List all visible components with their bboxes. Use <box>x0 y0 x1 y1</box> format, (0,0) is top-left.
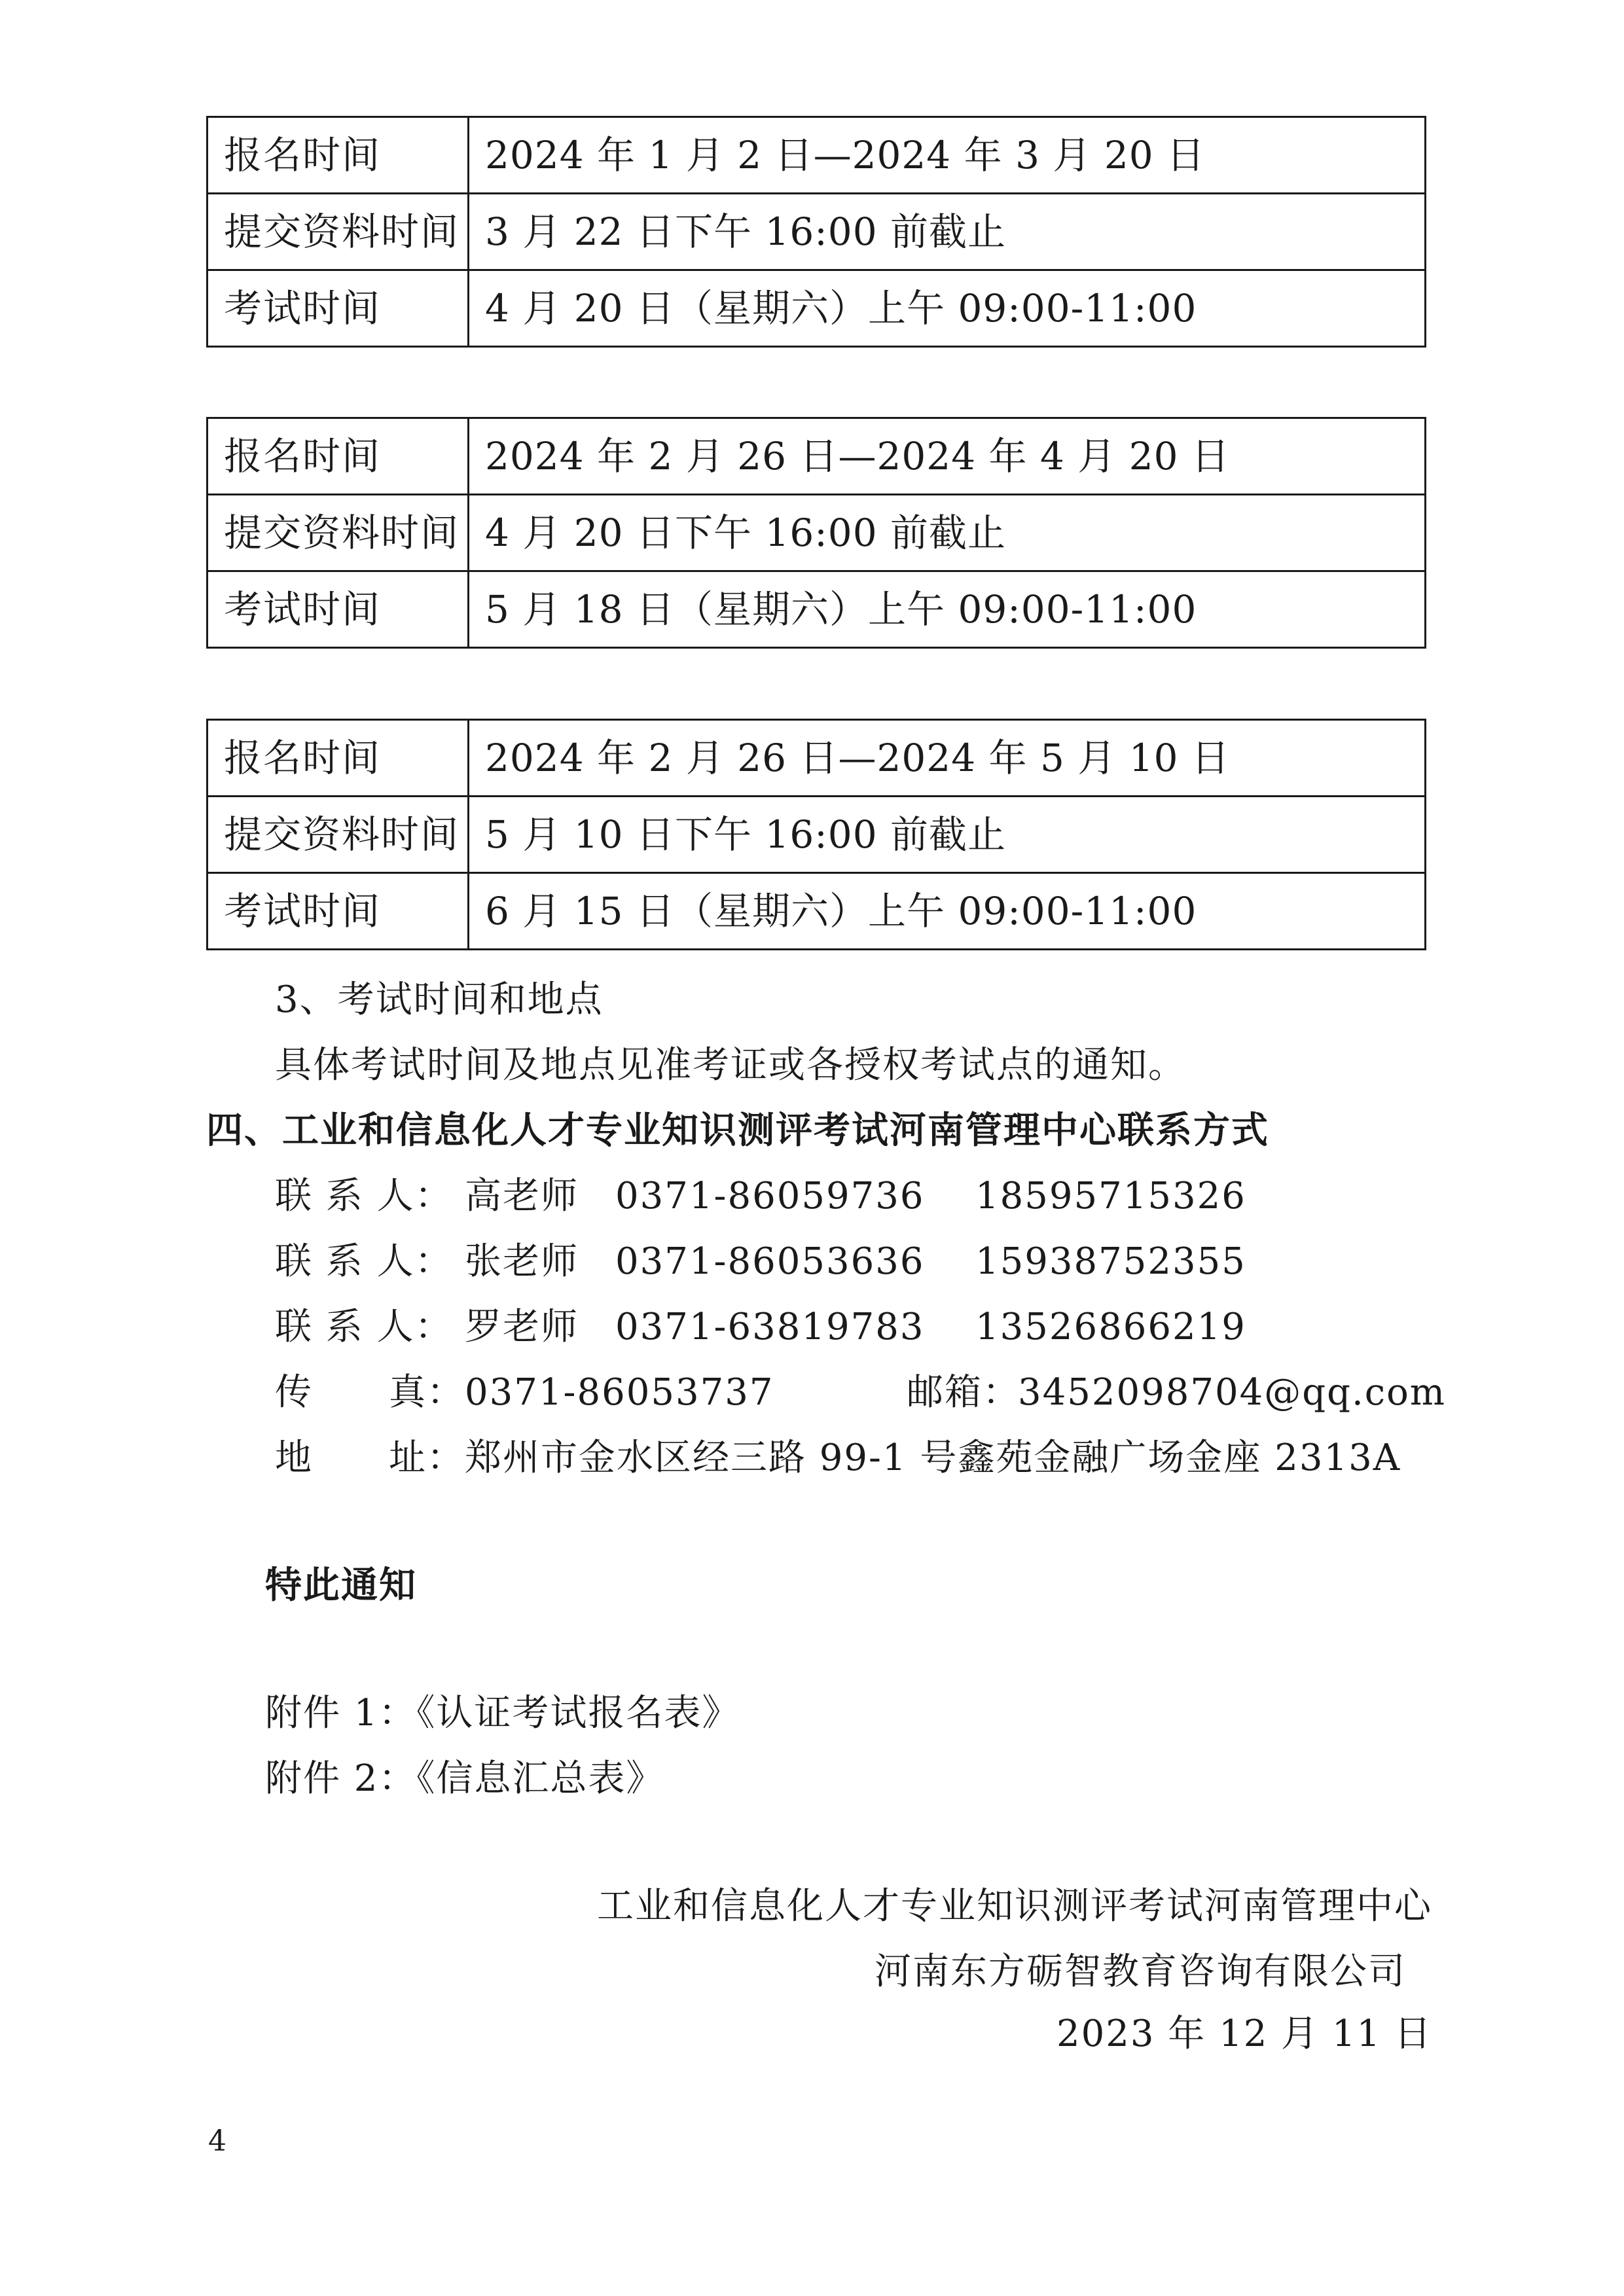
row-value: 6 月 15 日（星期六）上午 09:00-11:00 <box>469 873 1426 950</box>
row-label: 考试时间 <box>208 873 469 950</box>
row-label: 报名时间 <box>208 720 469 797</box>
email-label: 邮箱： <box>907 1371 1020 1414</box>
contact-mobile: 15938752355 <box>975 1240 1246 1283</box>
contact-phone: 0371-86059736 <box>615 1175 925 1217</box>
attachment-2: 附件 2：《信息汇总表》 <box>265 1757 664 1800</box>
table-row <box>208 194 1426 270</box>
contact-phone: 0371-86053636 <box>615 1240 925 1283</box>
table-row <box>208 418 1426 495</box>
attachment-1: 附件 1：《认证考试报名表》 <box>265 1692 740 1734</box>
table-row <box>208 797 1426 873</box>
row-value: 2024 年 2 月 26 日—2024 年 5 月 10 日 <box>469 720 1426 797</box>
email-address: 3452098704@qq.com <box>1018 1371 1446 1414</box>
row-value: 2024 年 1 月 2 日—2024 年 3 月 20 日 <box>469 117 1426 194</box>
row-value: 4 月 20 日下午 16:00 前截止 <box>469 495 1426 571</box>
contact-label: 联 系 人： <box>275 1240 453 1283</box>
row-label: 报名时间 <box>208 418 469 495</box>
signature-date: 2023 年 12 月 11 日 <box>1056 2013 1432 2055</box>
row-label: 考试时间 <box>208 571 469 648</box>
schedule-table-3 <box>206 719 1426 950</box>
row-value: 4 月 20 日（星期六）上午 09:00-11:00 <box>469 270 1426 347</box>
section3-body: 具体考试时间及地点见准考证或各授权考试点的通知。 <box>275 1044 1186 1086</box>
contact-label: 联 系 人： <box>275 1306 453 1348</box>
address-text: 郑州市金水区经三路 99-1 号鑫苑金融广场金座 2313A <box>465 1437 1401 1479</box>
page-number: 4 <box>208 2125 228 2158</box>
row-value: 5 月 18 日（星期六）上午 09:00-11:00 <box>469 571 1426 648</box>
row-value: 3 月 22 日下午 16:00 前截止 <box>469 194 1426 270</box>
row-label: 提交资料时间 <box>208 495 469 571</box>
section4-heading: 四、工业和信息化人才专业知识测评考试河南管理中心联系方式 <box>206 1109 1269 1152</box>
contact-label: 联 系 人： <box>275 1175 453 1217</box>
table-row <box>208 873 1426 950</box>
schedule-table-1 <box>206 116 1426 348</box>
table-row <box>208 720 1426 797</box>
contact-mobile: 18595715326 <box>975 1175 1246 1217</box>
row-label: 提交资料时间 <box>208 194 469 270</box>
fax-number: 0371-86053737 <box>465 1371 774 1414</box>
row-value: 5 月 10 日下午 16:00 前截止 <box>469 797 1426 873</box>
schedule-table-2 <box>206 417 1426 649</box>
row-label: 提交资料时间 <box>208 797 469 873</box>
fax-label: 传 真： <box>275 1371 465 1414</box>
row-label: 考试时间 <box>208 270 469 347</box>
address-label: 地 址： <box>275 1437 465 1479</box>
row-label: 报名时间 <box>208 117 469 194</box>
signature-org-2: 河南东方砺智教育咨询有限公司 <box>875 1950 1406 1993</box>
row-value: 2024 年 2 月 26 日—2024 年 4 月 20 日 <box>469 418 1426 495</box>
contact-name: 罗老师 <box>465 1306 579 1348</box>
signature-org-1: 工业和信息化人才专业知识测评考试河南管理中心 <box>597 1885 1432 1928</box>
table-row <box>208 117 1426 194</box>
table-row <box>208 495 1426 571</box>
closing-text: 特此通知 <box>265 1564 417 1607</box>
contact-name: 张老师 <box>465 1240 579 1283</box>
section3-heading: 3、考试时间和地点 <box>275 978 604 1021</box>
table-row <box>208 270 1426 347</box>
table-row <box>208 571 1426 648</box>
contact-mobile: 13526866219 <box>975 1306 1246 1348</box>
contact-name: 高老师 <box>465 1175 579 1217</box>
contact-phone: 0371-63819783 <box>615 1306 925 1348</box>
